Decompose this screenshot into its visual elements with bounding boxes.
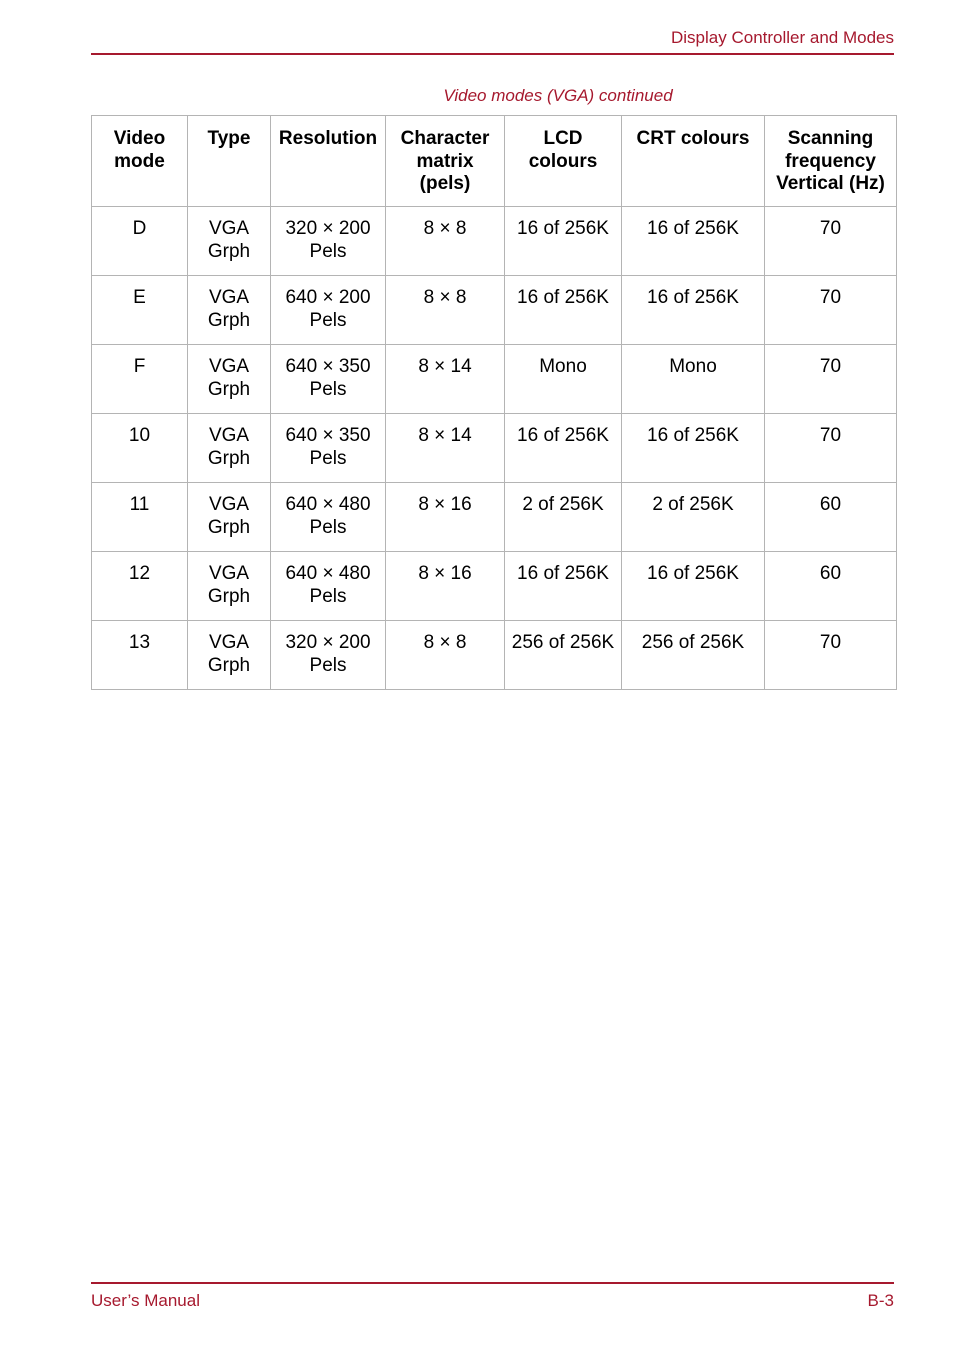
cell-type: VGA Grph: [188, 552, 271, 621]
cell-character-matrix: 8 × 14: [386, 345, 505, 414]
cell-scanning-frequency: 70: [765, 414, 897, 483]
col-header-video-mode: Video mode: [92, 116, 188, 207]
cell-crt-colours: 16 of 256K: [622, 276, 765, 345]
cell-lcd-colours: 16 of 256K: [505, 414, 622, 483]
cell-resolution: 640 × 350 Pels: [271, 414, 386, 483]
cell-lcd-colours: 16 of 256K: [505, 276, 622, 345]
col-header-character-matrix: Character matrix (pels): [386, 116, 505, 207]
cell-character-matrix: 8 × 16: [386, 483, 505, 552]
cell-crt-colours: 16 of 256K: [622, 552, 765, 621]
table-row: [92, 552, 897, 621]
cell-video-mode: 11: [92, 483, 188, 552]
cell-type: VGA Grph: [188, 414, 271, 483]
footer-rule: [91, 1282, 894, 1284]
cell-type: VGA Grph: [188, 483, 271, 552]
col-header-type: Type: [188, 116, 271, 207]
cell-video-mode: 12: [92, 552, 188, 621]
footer-manual-label: User’s Manual: [91, 1291, 200, 1310]
table-row: [92, 345, 897, 414]
col-header-crt-colours: CRT colours: [622, 116, 765, 207]
table-row: [92, 483, 897, 552]
cell-scanning-frequency: 60: [765, 483, 897, 552]
cell-type: VGA Grph: [188, 207, 271, 276]
cell-video-mode: F: [92, 345, 188, 414]
table-row: [92, 207, 897, 276]
cell-character-matrix: 8 × 8: [386, 276, 505, 345]
cell-scanning-frequency: 70: [765, 621, 897, 690]
header-rule: [91, 53, 894, 55]
table-header-row: [92, 116, 897, 207]
cell-resolution: 640 × 480 Pels: [271, 552, 386, 621]
cell-resolution: 640 × 350 Pels: [271, 345, 386, 414]
cell-video-mode: D: [92, 207, 188, 276]
cell-video-mode: 10: [92, 414, 188, 483]
cell-resolution: 640 × 480 Pels: [271, 483, 386, 552]
cell-resolution: 320 × 200 Pels: [271, 621, 386, 690]
cell-type: VGA Grph: [188, 345, 271, 414]
cell-crt-colours: 256 of 256K: [622, 621, 765, 690]
cell-type: VGA Grph: [188, 621, 271, 690]
footer-page-number: B-3: [867, 1291, 894, 1310]
cell-lcd-colours: 16 of 256K: [505, 207, 622, 276]
col-header-scanning-frequency: Scanning frequency Vertical (Hz): [765, 116, 897, 207]
cell-video-mode: E: [92, 276, 188, 345]
table-row: [92, 276, 897, 345]
col-header-lcd-colours: LCD colours: [505, 116, 622, 207]
cell-scanning-frequency: 70: [765, 276, 897, 345]
table-row: [92, 621, 897, 690]
cell-crt-colours: Mono: [622, 345, 765, 414]
cell-video-mode: 13: [92, 621, 188, 690]
cell-resolution: 320 × 200 Pels: [271, 207, 386, 276]
cell-crt-colours: 16 of 256K: [622, 207, 765, 276]
cell-character-matrix: 8 × 14: [386, 414, 505, 483]
cell-crt-colours: 2 of 256K: [622, 483, 765, 552]
cell-lcd-colours: 2 of 256K: [505, 483, 622, 552]
cell-scanning-frequency: 60: [765, 552, 897, 621]
cell-character-matrix: 8 × 8: [386, 621, 505, 690]
video-modes-table: [91, 115, 897, 690]
cell-lcd-colours: 256 of 256K: [505, 621, 622, 690]
table-row: [92, 414, 897, 483]
cell-character-matrix: 8 × 8: [386, 207, 505, 276]
cell-scanning-frequency: 70: [765, 345, 897, 414]
table-caption: Video modes (VGA) continued: [443, 86, 673, 105]
table-body: [92, 207, 897, 690]
header-title: Display Controller and Modes: [671, 28, 894, 47]
cell-resolution: 640 × 200 Pels: [271, 276, 386, 345]
cell-type: VGA Grph: [188, 276, 271, 345]
cell-crt-colours: 16 of 256K: [622, 414, 765, 483]
col-header-resolution: Resolution: [271, 116, 386, 207]
cell-lcd-colours: Mono: [505, 345, 622, 414]
cell-lcd-colours: 16 of 256K: [505, 552, 622, 621]
cell-character-matrix: 8 × 16: [386, 552, 505, 621]
cell-scanning-frequency: 70: [765, 207, 897, 276]
